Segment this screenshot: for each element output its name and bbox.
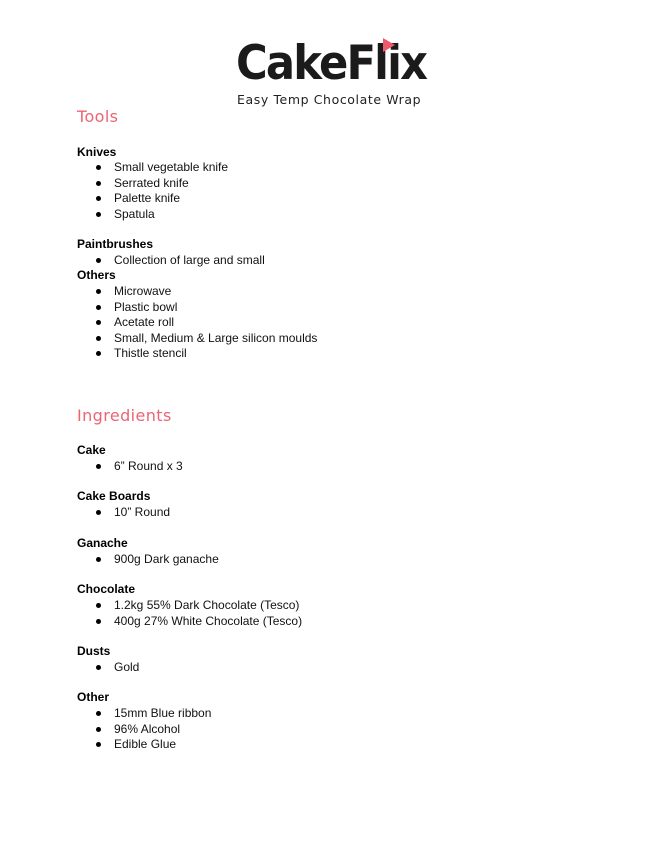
bullet-icon xyxy=(96,711,101,716)
cake-list xyxy=(96,459,183,475)
bullet-icon xyxy=(96,510,101,515)
list-item: 6” Round x 3 xyxy=(96,459,183,475)
list-item: Small, Medium & Large silicon moulds xyxy=(96,331,317,347)
other-list xyxy=(96,706,211,753)
bullet-icon xyxy=(96,336,101,341)
tools-heading: Tools xyxy=(77,107,119,126)
chocolate-list xyxy=(96,598,302,629)
list-item: Gold xyxy=(96,660,139,676)
bullet-icon xyxy=(96,464,101,469)
other-label: Other xyxy=(77,690,110,704)
others-list xyxy=(96,284,317,362)
list-item: 15mm Blue ribbon xyxy=(96,706,211,722)
bullet-icon xyxy=(96,603,101,608)
chocolate-label: Chocolate xyxy=(77,582,136,596)
bullet-icon xyxy=(96,258,101,263)
list-item: Microwave xyxy=(96,284,317,300)
ganache-label: Ganache xyxy=(77,536,128,550)
bullet-icon xyxy=(96,320,101,325)
logo-tagline: Easy Temp Chocolate Wrap xyxy=(237,92,422,107)
list-item: 10” Round xyxy=(96,505,170,521)
bullet-icon xyxy=(96,165,101,170)
paintbrushes-list xyxy=(96,253,265,269)
cakeflix-logo xyxy=(236,36,427,112)
bullet-icon xyxy=(96,619,101,624)
cake-label: Cake xyxy=(77,443,106,457)
bullet-icon xyxy=(96,351,101,356)
list-item: Plastic bowl xyxy=(96,300,317,316)
bullet-icon xyxy=(96,289,101,294)
list-item: 900g Dark ganache xyxy=(96,552,219,568)
list-item: 400g 27% White Chocolate (Tesco) xyxy=(96,614,302,630)
list-item: Serrated knife xyxy=(96,176,228,192)
bullet-icon xyxy=(96,727,101,732)
list-item: 1.2kg 55% Dark Chocolate (Tesco) xyxy=(96,598,302,614)
list-item: 96% Alcohol xyxy=(96,722,211,738)
paintbrushes-label: Paintbrushes xyxy=(77,237,154,251)
list-item: Edible Glue xyxy=(96,737,211,753)
ganache-list xyxy=(96,552,219,568)
list-item: Collection of large and small xyxy=(96,253,265,269)
bullet-icon xyxy=(96,557,101,562)
list-item: Acetate roll xyxy=(96,315,317,331)
others-label: Others xyxy=(77,268,116,282)
list-item: Small vegetable knife xyxy=(96,160,228,176)
cake-boards-label: Cake Boards xyxy=(77,489,151,503)
brand-name: CakeFlix xyxy=(236,36,427,91)
knives-list xyxy=(96,160,228,222)
dusts-label: Dusts xyxy=(77,644,111,658)
dusts-list xyxy=(96,660,139,676)
cake-boards-list xyxy=(96,505,170,521)
list-item: Palette knife xyxy=(96,191,228,207)
bullet-icon xyxy=(96,742,101,747)
bullet-icon xyxy=(96,181,101,186)
knives-label: Knives xyxy=(77,145,117,159)
play-triangle-icon xyxy=(383,38,395,52)
list-item: Thistle stencil xyxy=(96,346,317,362)
bullet-icon xyxy=(96,665,101,670)
ingredients-heading: Ingredients xyxy=(77,406,172,425)
bullet-icon xyxy=(96,196,101,201)
bullet-icon xyxy=(96,212,101,217)
bullet-icon xyxy=(96,305,101,310)
list-item: Spatula xyxy=(96,207,228,223)
